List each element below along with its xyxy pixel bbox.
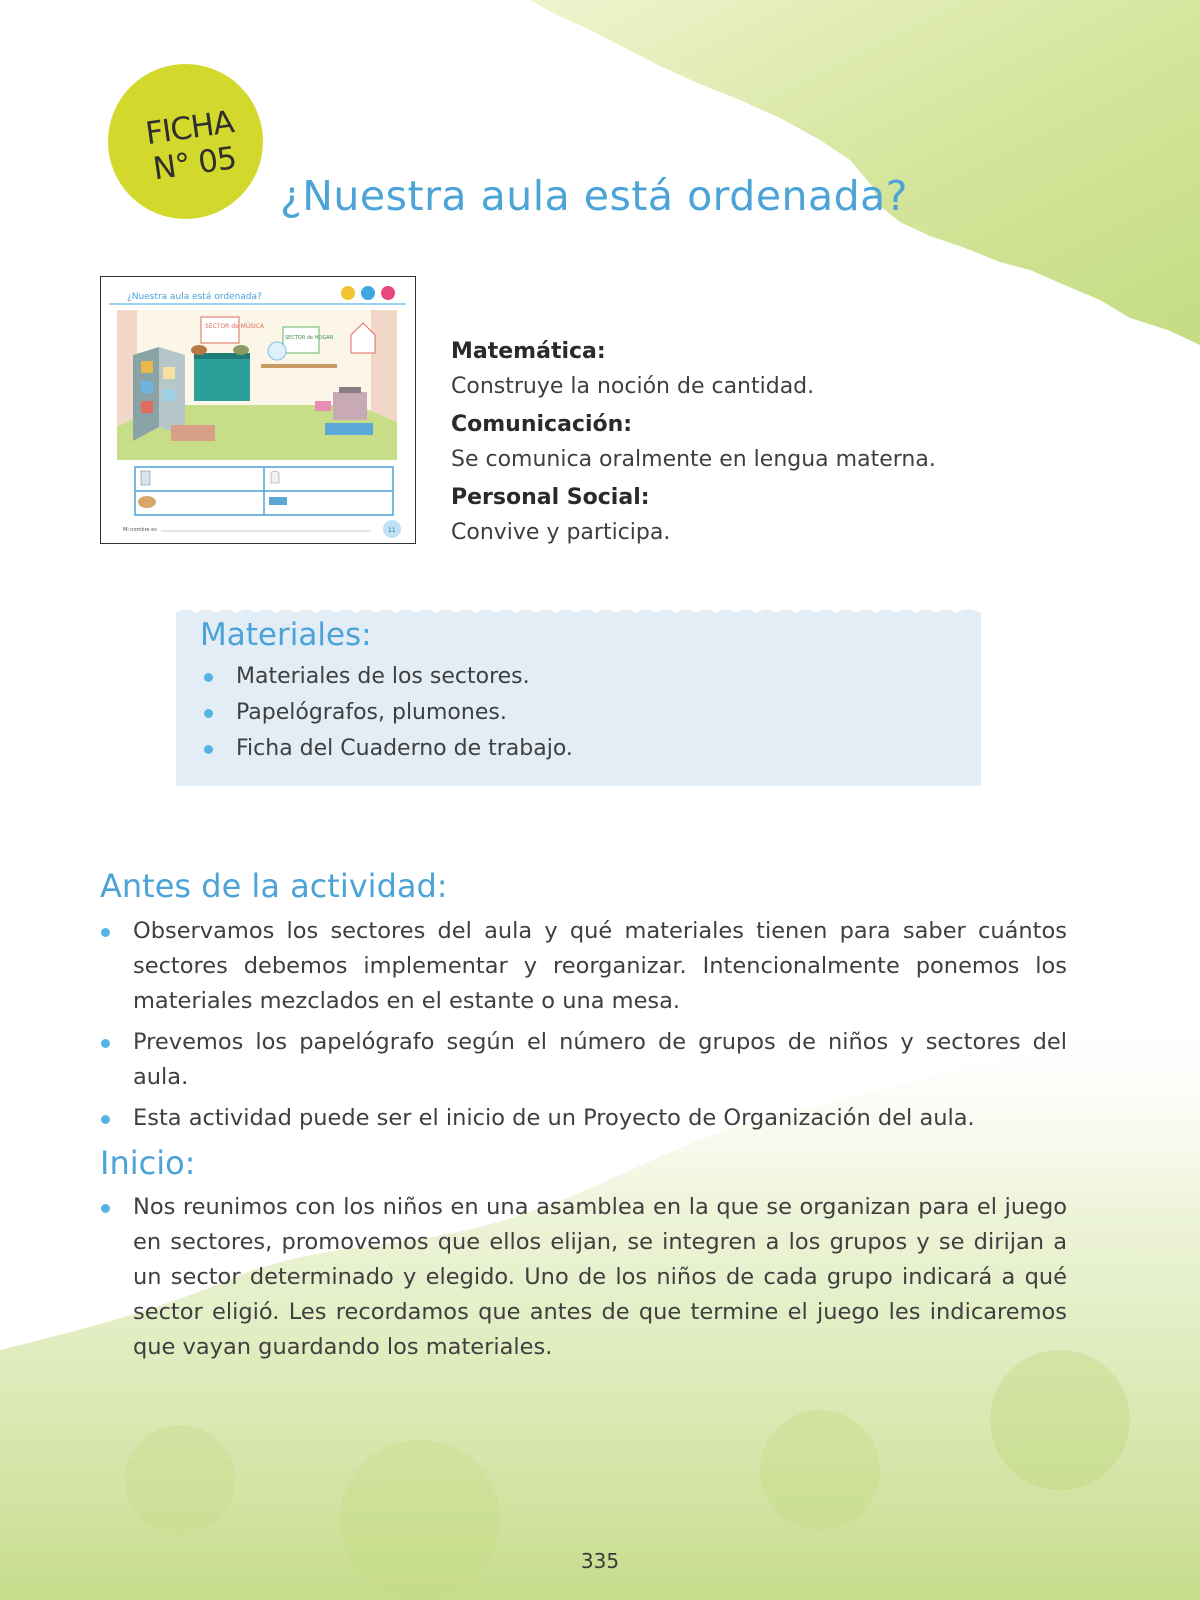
- page-title: ¿Nuestra aula está ordenada?: [280, 172, 909, 220]
- list-item: [100, 1190, 1067, 1365]
- inicio-title: Inicio:: [100, 1144, 196, 1182]
- list-item: [100, 1101, 1067, 1136]
- antes-title: Antes de la actividad:: [100, 867, 448, 905]
- bullet-icon: [204, 709, 213, 718]
- globe-icon: [361, 286, 375, 300]
- area-text-personal-social: Convive y participa.: [451, 520, 671, 545]
- area-label-matematica: Matemática:: [451, 339, 606, 364]
- material-text: Papelógrafos, plumones.: [236, 700, 507, 725]
- list-item: [204, 659, 573, 695]
- magnifier-icon: [341, 286, 355, 300]
- area-label-personal-social: Personal Social:: [451, 485, 650, 510]
- list-item: [100, 914, 1067, 1019]
- materials-list: [204, 659, 573, 767]
- material-text: Materiales de los sectores.: [236, 664, 530, 689]
- thumb-page-number: 11: [388, 527, 396, 534]
- antes-text: Observamos los sectores del aula y qué materiales tienen para saber cuántos sectores debemos implementar y reorganizar. Intencionalmente ponemos los materiales mezclados en el estante o una mesa.: [133, 918, 1067, 1014]
- materials-title: Materiales:: [200, 617, 372, 653]
- bullet-icon: [204, 673, 213, 682]
- list-item: [204, 695, 573, 731]
- thumb-title: ¿Nuestra aula está ordenada?: [127, 292, 262, 302]
- list-item: [100, 1025, 1067, 1095]
- competency-areas: [451, 334, 936, 553]
- material-text: Ficha del Cuaderno de trabajo.: [236, 736, 573, 761]
- inicio-text: Nos reunimos con los niños en una asamblea en la que se organizan para el juego en sectores, promovemos que ellos elijan, se integren a los grupos y se dirijan a un sector determinado y elegido. Uno de los niños de cada grupo indicará a qué sector eligió. Les recordamos que antes de que termine el juego les indicaremos que vayan guardando los materiales.: [133, 1194, 1067, 1360]
- area-label-comunicacion: Comunicación:: [451, 412, 633, 437]
- area-text-matematica: Construye la noción de cantidad.: [451, 374, 815, 399]
- ficha-label: FICHA: [143, 104, 236, 153]
- ficha-number: N° 05: [150, 140, 239, 188]
- inicio-list: [100, 1190, 1067, 1371]
- antes-text: Esta actividad puede ser el inicio de un Proyecto de Organización del aula.: [133, 1105, 975, 1131]
- area-text-comunicacion: Se comunica oralmente en lengua materna.: [451, 447, 936, 472]
- classroom-illustration: [101, 277, 414, 542]
- bullet-icon: [101, 1204, 110, 1213]
- bullet-icon: [101, 1115, 110, 1124]
- heart-icon: [381, 286, 395, 300]
- antes-list: [100, 914, 1067, 1142]
- thumb-footer-label: Mi nombre es: [123, 527, 157, 533]
- antes-text: Prevemos los papelógrafo según el número de grupos de niños y sectores del aula.: [133, 1029, 1067, 1090]
- bullet-icon: [204, 745, 213, 754]
- bullet-icon: [101, 1039, 110, 1048]
- page-number: 335: [580, 1549, 620, 1573]
- list-item: [204, 731, 573, 767]
- workbook-thumbnail: [100, 276, 416, 544]
- bullet-icon: [101, 928, 110, 937]
- sign-music: SECTOR de MÚSICA: [205, 323, 265, 330]
- sign-hogar: SECTOR de HOGAR: [285, 335, 334, 341]
